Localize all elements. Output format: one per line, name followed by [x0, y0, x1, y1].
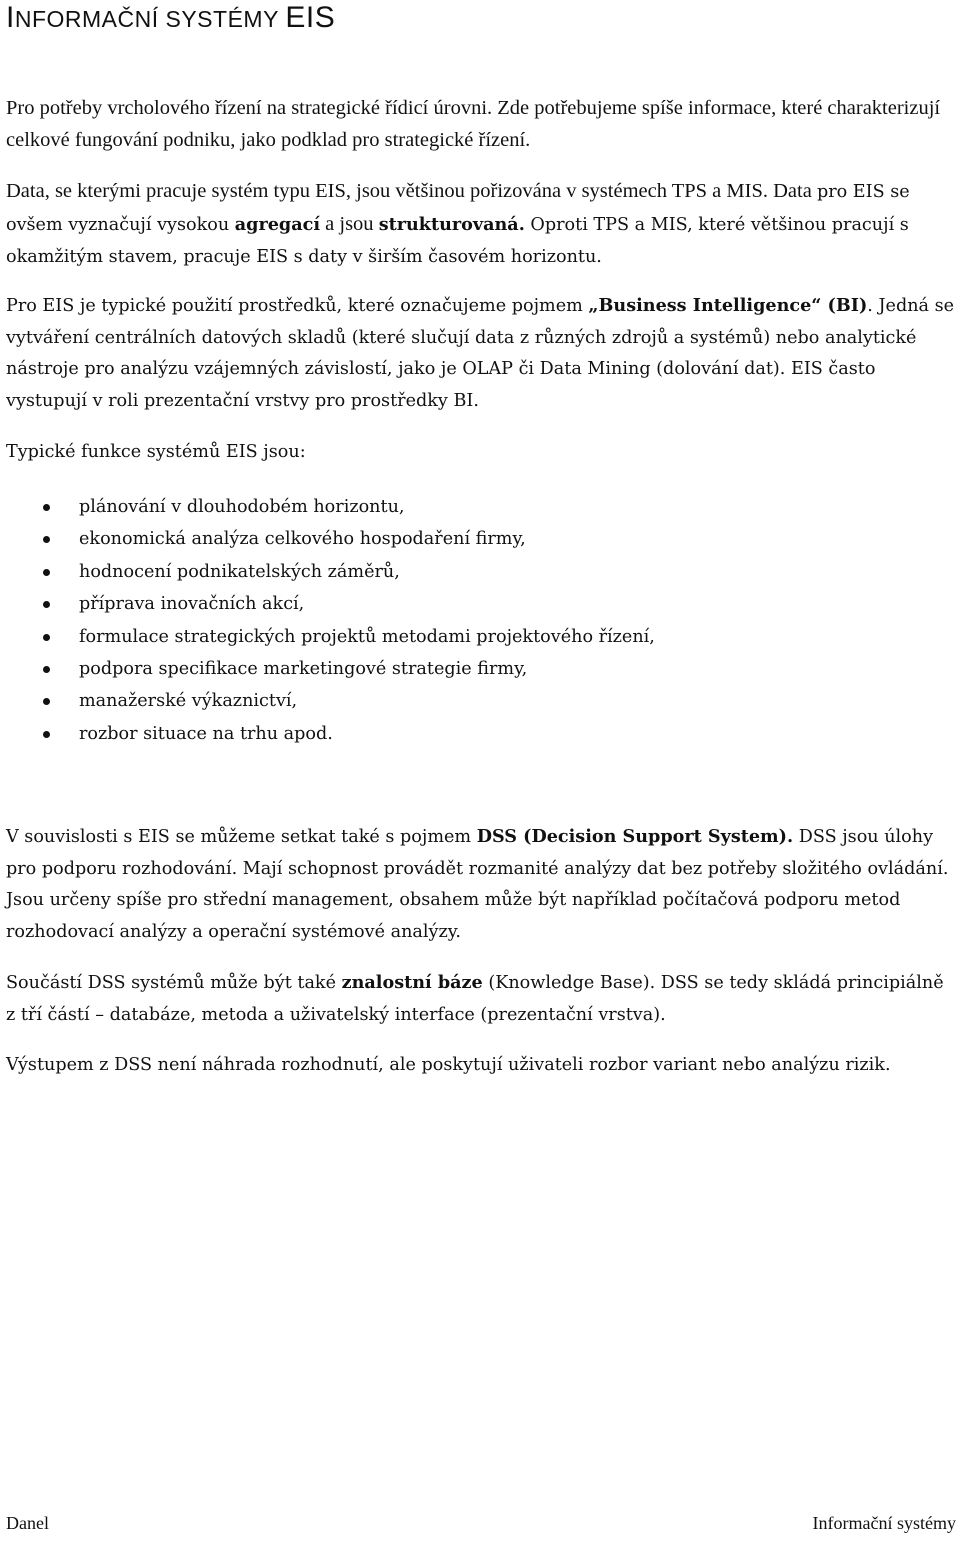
page-title	[6, 0, 335, 37]
list-item: manažerské výkaznictví,	[6, 685, 655, 717]
paragraph-dss: V souvislosti s EIS se můžeme setkat také s pojmem DSS (Decision Support System). DSS jsou úlohy pro podporu rozhodování. Mají schopnost provádět rozmanité analýzy dat bez potřeby složitého ovládání. Jsou určeny spíše pro střední management, obsahem může být například počítačová podporu metod rozhodovací analýzy a operační systémové analýzy.	[6, 826, 949, 942]
list-item: ekonomická analýza celkového hospodaření firmy,	[6, 523, 655, 555]
bullet-icon	[43, 601, 50, 608]
functions-list	[6, 491, 655, 750]
list-item: hodnocení podnikatelských záměrů,	[6, 556, 655, 588]
bullet-icon	[43, 536, 50, 543]
term-dss: DSS (Decision Support System).	[476, 826, 794, 847]
paragraph-intro: Pro potřeby vrcholového řízení na strategické řídicí úrovni. Zde potřebujeme spíše informace, které charakterizují celkové fungování podniku, jako podklad pro strategické řízení.	[6, 97, 941, 151]
list-item: rozbor situace na trhu apod.	[6, 718, 655, 750]
paragraph-dss-components: Součástí DSS systémů může být také znalostní báze (Knowledge Base). DSS se tedy skládá principiálně z tří částí – databáze, metoda a uživatelský interface (prezentační vrstva).	[6, 972, 944, 1025]
term-strukturovana: strukturovaná.	[378, 213, 525, 235]
list-item: plánování v dlouhodobém horizontu,	[6, 491, 655, 523]
bullet-icon	[43, 698, 50, 705]
bullet-icon	[43, 504, 50, 511]
bullet-icon	[43, 569, 50, 576]
footer-subject: Informační systémy	[812, 1513, 956, 1533]
list-item: formulace strategických projektů metodami projektového řízení,	[6, 621, 655, 653]
term-agregaci: agregací	[234, 213, 321, 235]
term-business-intelligence: „Business Intelligence“ (BI)	[588, 295, 868, 316]
list-item: podpora specifikace marketingové strategie firmy,	[6, 653, 655, 685]
bullet-icon	[43, 666, 50, 673]
paragraph-functions-heading: Typické funkce systémů EIS jsou:	[6, 442, 306, 462]
paragraph-dss-output: Výstupem z DSS není náhrada rozhodnutí, ale poskytují uživateli rozbor variant nebo analýzu rizik.	[6, 1055, 891, 1075]
term-znalostni-baze: znalostní báze	[341, 972, 483, 993]
bullet-icon	[43, 634, 50, 641]
paragraph-business-intelligence: Pro EIS je typické použití prostředků, které označujeme pojmem „Business Intelligence“ (BI). Jedná se vytváření centrálních datových skladů (které slučují data z různých zdrojů a systémů) nebo analytické nástroje pro analýzu vzájemných závislostí, jako je OLAP či Data Mining (dolování dat). EIS často vystupují v roli prezentační vrstvy pro prostředky BI.	[6, 295, 955, 411]
list-item: příprava inovačních akcí,	[6, 588, 655, 620]
title-smallcaps: NFORMAČNÍ SYSTÉMY	[14, 6, 286, 32]
footer-author: Danel	[6, 1513, 49, 1533]
paragraph-data-sources: Data, se kterými pracuje systém typu EIS, jsou většinou pořizována v systémech TPS a MIS. Data pro EIS se ovšem vyznačují vysokou agregací a jsou strukturovaná. Oproti TPS a MIS, které většinou pracují s okamžitým stavem, pracuje EIS s daty v širším časovém horizontu.	[6, 180, 910, 267]
bullet-icon	[43, 731, 50, 738]
title-eis: EIS	[285, 1, 336, 34]
title-initial: I	[6, 1, 15, 34]
